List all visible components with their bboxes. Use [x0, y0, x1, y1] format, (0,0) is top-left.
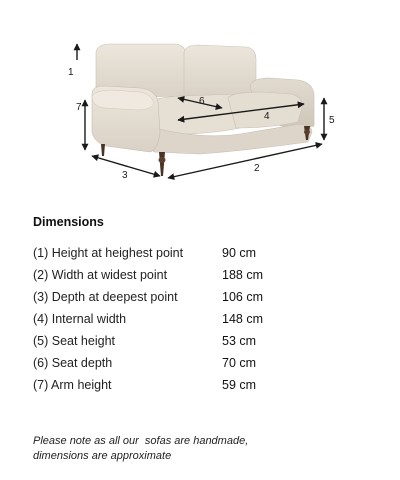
dimension-value: 148 cm	[222, 312, 263, 326]
sofa-illustration	[0, 0, 400, 200]
sofa-dimension-diagram	[0, 0, 400, 200]
dimension-label: (4) Internal width	[33, 312, 127, 326]
dimension-row-depth	[33, 286, 333, 308]
dimension-value: 188 cm	[222, 268, 263, 282]
dimension-value: 70 cm	[222, 356, 257, 370]
dimension-value: 106 cm	[222, 290, 263, 304]
callout-4: 4	[264, 111, 270, 122]
disclaimer-line-2: dimensions are approximate	[33, 450, 172, 462]
callout-7: 7	[76, 102, 82, 113]
dimension-value: 90 cm	[222, 246, 257, 260]
dimension-value: 59 cm	[222, 378, 257, 392]
dimension-row-seat-depth	[33, 352, 333, 374]
dimension-row-width	[33, 264, 333, 286]
callout-5: 5	[329, 115, 335, 126]
callout-6: 6	[199, 96, 205, 107]
dimension-label: (1) Height at heighest point	[33, 246, 184, 260]
dimension-row-seat-height	[33, 330, 333, 352]
dimension-row-internal-width	[33, 308, 333, 330]
dimension-label: (3) Depth at deepest point	[33, 290, 178, 304]
sofa	[92, 44, 314, 176]
callout-3: 3	[122, 170, 128, 181]
disclaimer-line-1: Please note as all our sofas are handmade,	[33, 435, 249, 447]
dimension-label: (2) Width at widest point	[33, 268, 168, 282]
dimension-label: (5) Seat height	[33, 334, 115, 348]
callout-1: 1	[68, 67, 74, 78]
handmade-disclaimer	[33, 434, 373, 464]
dimension-row-arm-height	[33, 374, 333, 396]
dimensions-heading: Dimensions	[33, 215, 104, 229]
dimension-value: 53 cm	[222, 334, 257, 348]
callout-2: 2	[254, 163, 260, 174]
dimension-label: (6) Seat depth	[33, 356, 113, 370]
dimension-row-height	[33, 242, 333, 264]
dimensions-list	[33, 242, 333, 396]
dimension-label: (7) Arm height	[33, 378, 112, 392]
